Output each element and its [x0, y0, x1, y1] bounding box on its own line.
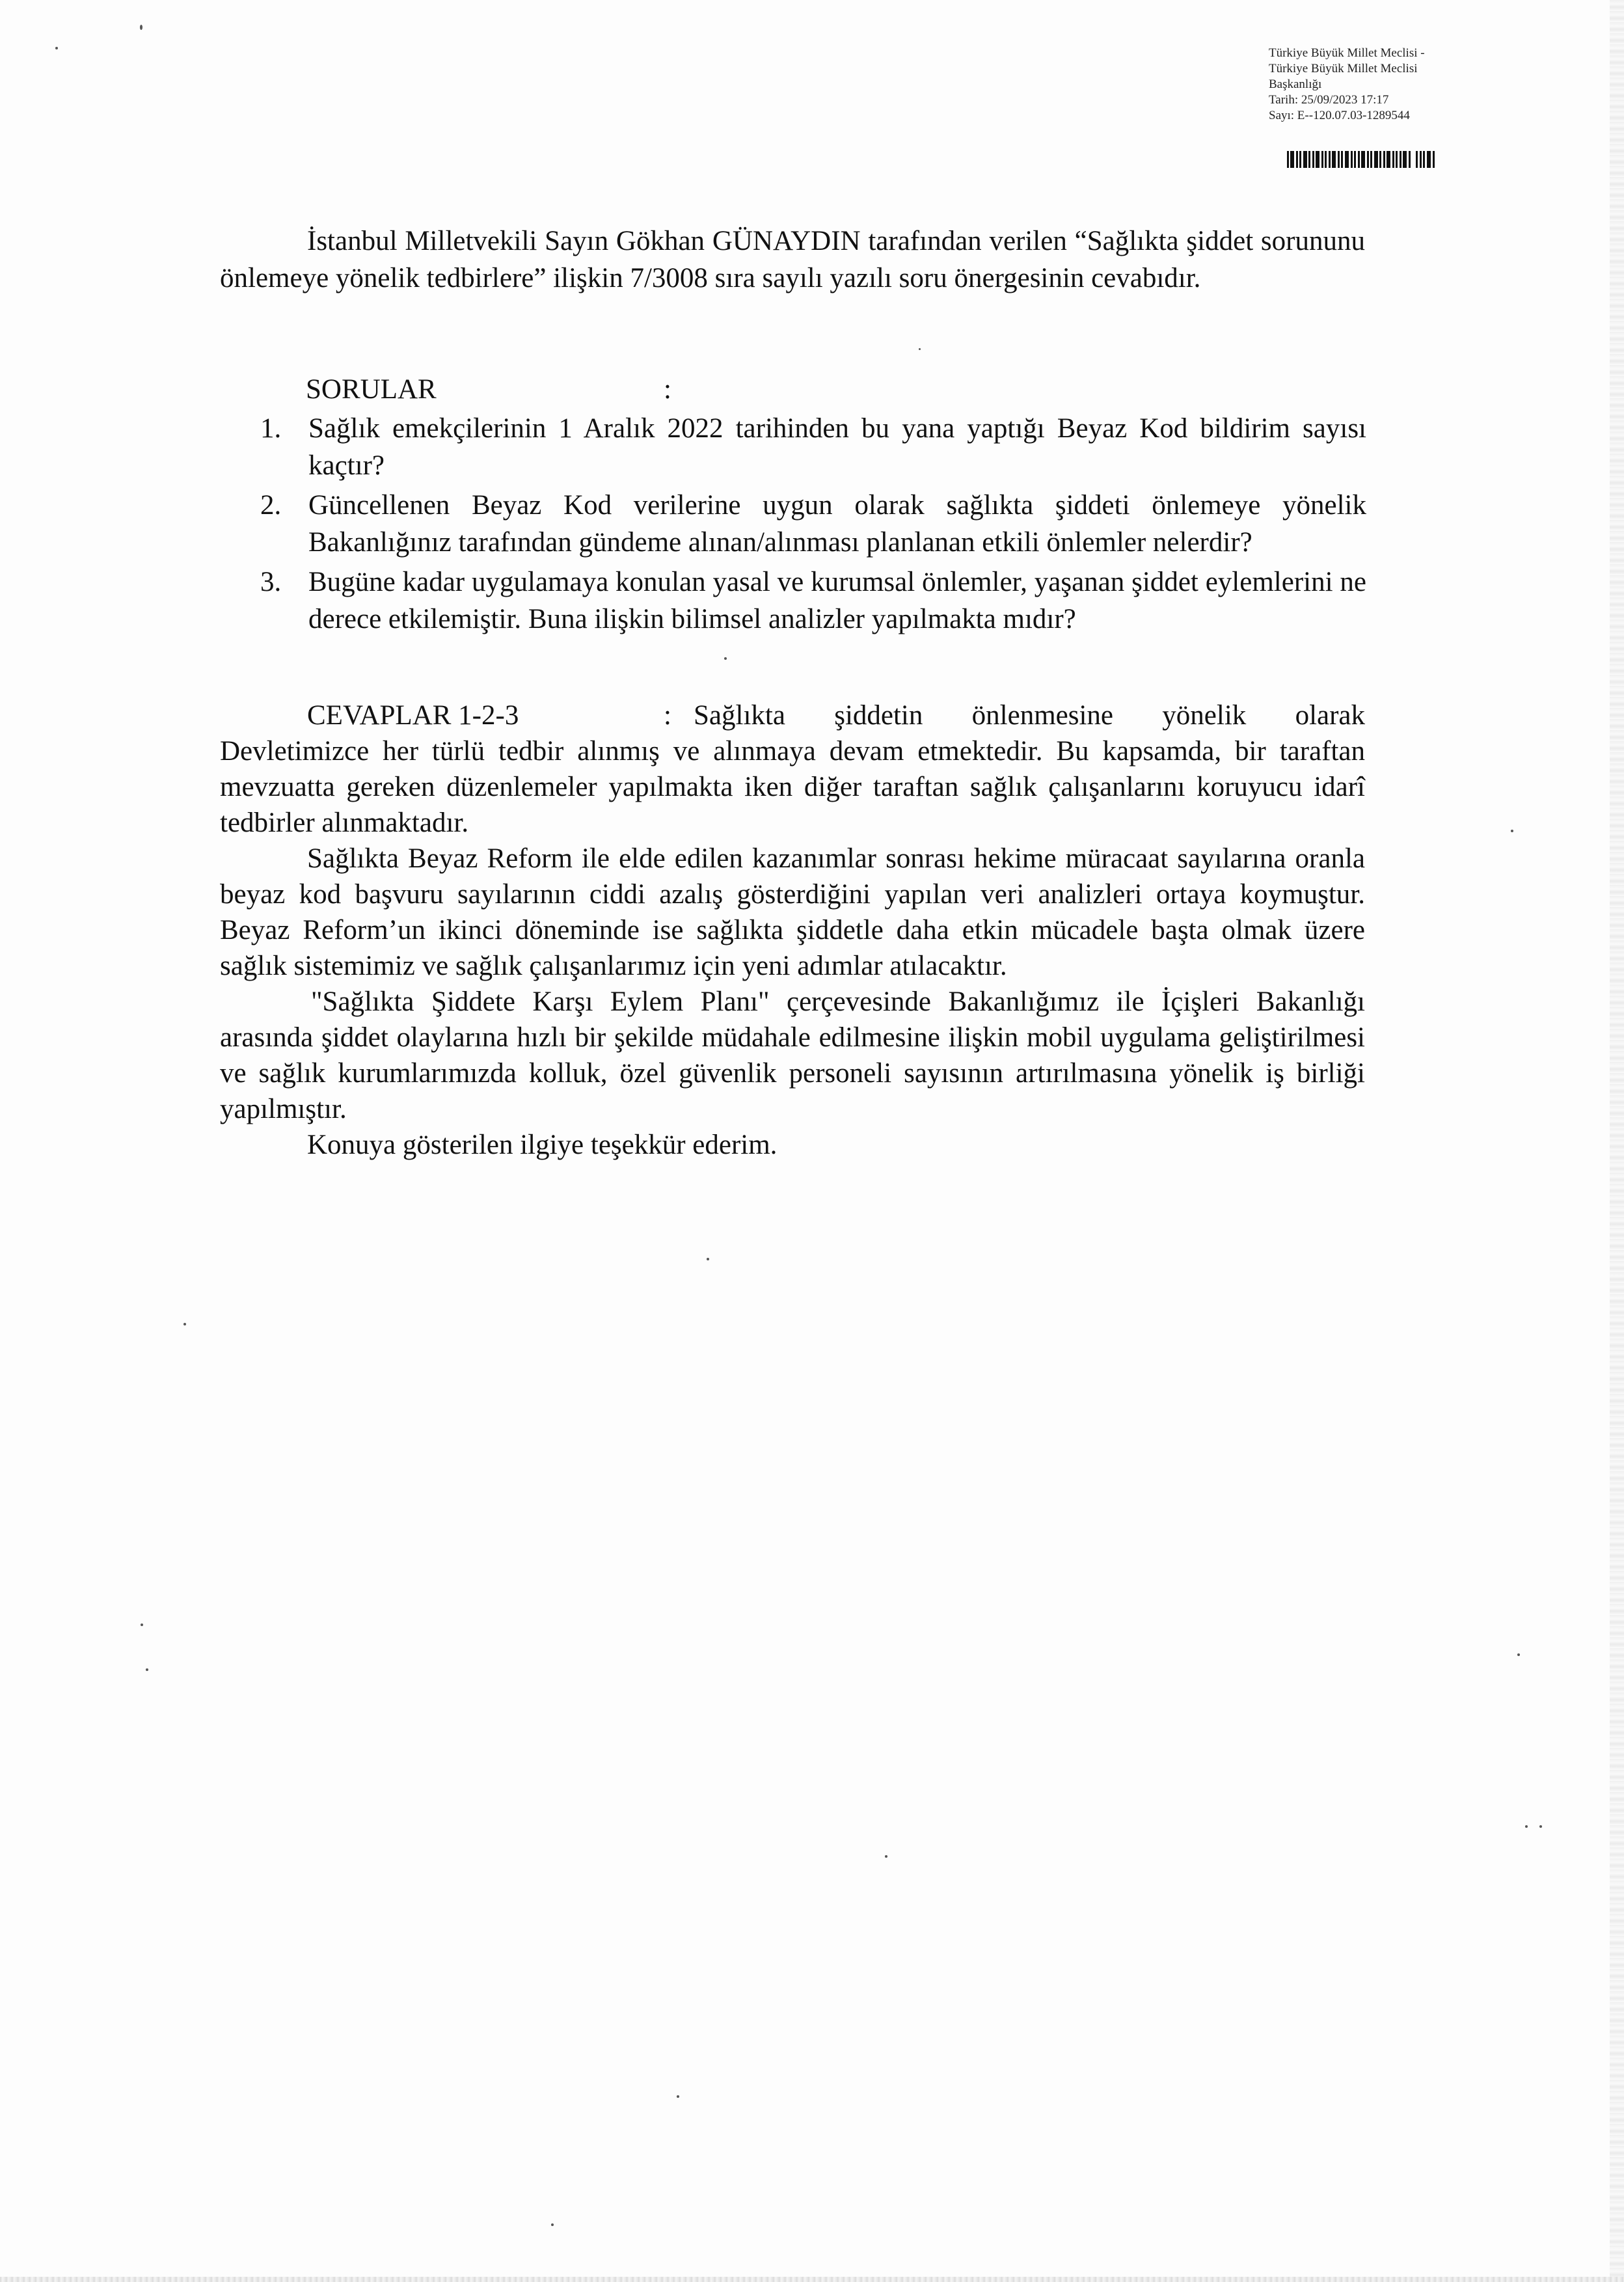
scan-edge: [1610, 0, 1624, 2282]
answer-paragraph-3: "Sağlıkta Şiddete Karşı Eylem Planı" çerçevesinde Bakanlığımız ile İçişleri Bakanlığı arasında şiddet olaylarına hızlı bir şekilde müdahale edilmesine ilişkin mobil uygulama geliştirilmesi ve sağlık kurumlarımızda kolluk, özel güvenlik personeli sayısının artırılmasına yönelik iş birliği yapılmıştır.: [220, 986, 1365, 1124]
stamp-date: Tarih: 25/09/2023 17:17: [1269, 93, 1389, 107]
question-text: Sağlık emekçilerinin 1 Aralık 2022 tarihinden bu yana yaptığı Beyaz Kod bildirim sayısı kaçtır?: [308, 413, 1366, 481]
question-number: 3.: [260, 567, 282, 597]
barcode-bar: [1411, 151, 1416, 168]
stamp-number: Sayı: E--120.07.03-1289544: [1269, 109, 1410, 122]
answers-heading-label: CEVAPLAR 1-2-3: [307, 700, 519, 731]
answers-heading-colon: :: [664, 700, 671, 731]
scan-speck: [919, 348, 921, 350]
answer-word: şiddetin: [834, 700, 923, 731]
question-number: 2.: [260, 490, 282, 521]
answer-word: olarak: [1295, 700, 1365, 731]
barcode-bar: [1435, 151, 1437, 168]
list-item: [260, 487, 1366, 561]
questions-heading-colon: :: [664, 374, 671, 405]
answer-paragraph-4: Konuya gösterilen ilgiye teşekkür ederim.: [307, 1130, 778, 1160]
list-item: [260, 564, 1366, 638]
scan-speck: [183, 1323, 186, 1325]
scan-speck: [885, 1855, 887, 1858]
scan-speck: [551, 2223, 554, 2226]
stamp-line-1: Türkiye Büyük Millet Meclisi -: [1269, 46, 1425, 60]
question-text: Bugüne kadar uygulamaya konulan yasal ve kurumsal önlemler, yaşanan şiddet eylemlerini ne derece etkilemiştir. Buna ilişkin bilimsel analizler yapılmakta mıdır?: [308, 567, 1366, 634]
list-item: [260, 410, 1366, 484]
scan-speck: [724, 657, 727, 660]
answers-heading-line: [220, 698, 1365, 733]
registry-stamp: [1269, 46, 1542, 124]
barcode: [1287, 151, 1530, 168]
stamp-line-3: Başkanlığı: [1269, 77, 1322, 91]
stamp-line-2: Türkiye Büyük Millet Meclisi: [1269, 62, 1418, 75]
question-number: 1.: [260, 413, 282, 444]
intro-text: İstanbul Milletvekili Sayın Gökhan GÜNAYDIN tarafından verilen “Sağlıkta şiddet sorununu önlemeye yönelik tedbirlere” ilişkin 7/3008 sıra sayılı yazılı soru önergesinin cevabıdır.: [220, 226, 1365, 293]
scan-speck: [707, 1258, 709, 1260]
answer-word: yönelik: [1162, 700, 1247, 731]
answers-section: [220, 698, 1365, 1163]
question-text: Güncellenen Beyaz Kod verilerine uygun olarak sağlıkta şiddeti önlemeye yönelik Bakanlığınız tarafından gündeme alınan/alınması planlanan etkili önlemler nelerdir?: [308, 490, 1366, 558]
intro-paragraph: [220, 223, 1365, 297]
scan-speck: [141, 1623, 143, 1626]
answer-paragraph-2: Sağlıkta Beyaz Reform ile elde edilen kazanımlar sonrası hekime müracaat sayılarına oranla beyaz kod başvuru sayılarının ciddi azalış gösterdiğini yapılan veri analizleri ortaya koymuştur. Beyaz Reform’un ikinci döneminde ise sağlıkta şiddetle daha etkin mücadele başta olmak üzere sağlık sistemimiz ve sağlık çalışanlarımız için yeni adımlar atılacaktır.: [220, 843, 1365, 981]
answers-heading: [307, 698, 671, 733]
scan-speck: [1517, 1653, 1520, 1656]
answers-first-line-text: [671, 698, 1365, 733]
questions-list: [260, 410, 1366, 640]
questions-heading-label: SORULAR: [306, 374, 437, 405]
answer-word: Sağlıkta: [694, 700, 785, 731]
scan-speck: [146, 1668, 148, 1671]
answer-word: önlenmesine: [971, 700, 1114, 731]
scan-bottom-edge: [0, 2277, 1624, 2282]
scan-speck: [1539, 1825, 1542, 1828]
scan-speck: [677, 2095, 679, 2098]
scan-speck: [1525, 1825, 1528, 1828]
scan-speck: [55, 47, 58, 49]
scan-speck: [140, 25, 142, 30]
questions-heading: [306, 371, 671, 408]
answer-paragraph-1: Devletimizce her türlü tedbir alınmış ve alınmaya devam etmektedir. Bu kapsamda, bir taraftan mevzuatta gereken düzenlemeler yapılmakta iken diğer taraftan sağlık çalışanlarını koruyucu idarî tedbirler alınmaktadır.: [220, 736, 1365, 838]
scan-speck: [1511, 830, 1513, 832]
